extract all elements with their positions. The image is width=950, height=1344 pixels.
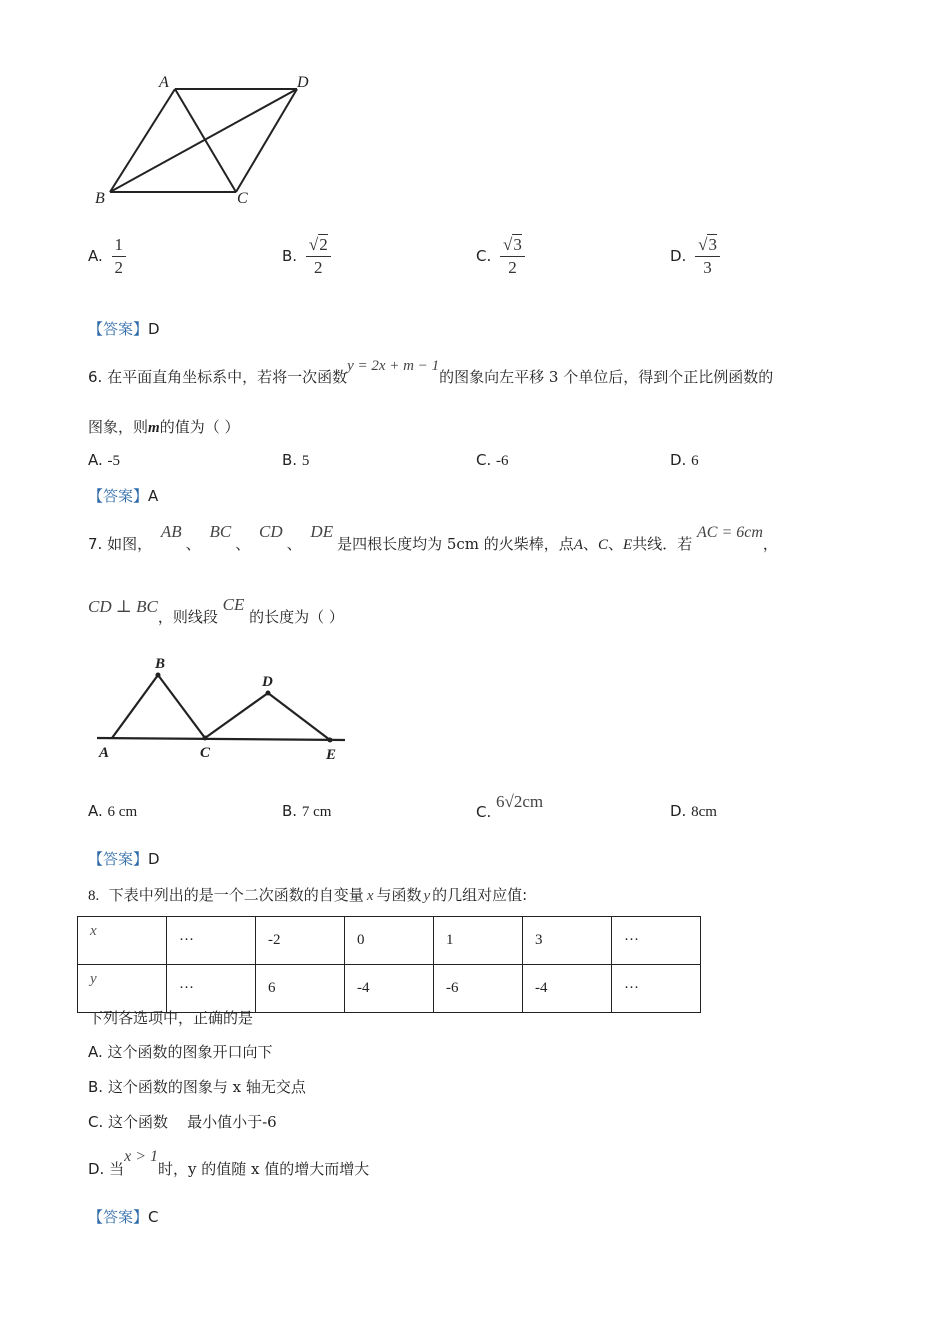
q8-option-d[interactable]: D. 当x > 1时，y 的值随 x 值的增大而增大 — [88, 1148, 370, 1178]
q8-prompt: 下列各选项中，正确的是 — [88, 1009, 254, 1027]
table-row — [78, 917, 701, 965]
table-cell: ··· — [612, 965, 701, 1013]
q7-option-b[interactable]: B. 7 cm — [282, 802, 332, 820]
rhombus-label-a: A — [159, 74, 169, 91]
q5-option-c[interactable]: C. $\frac{√3}{2}$ — [476, 236, 525, 277]
table-cell: 0 — [345, 917, 434, 965]
rhombus-label-c: C — [237, 190, 248, 207]
table-cell: -4 — [523, 965, 612, 1013]
table-cell: ··· — [167, 917, 256, 965]
q6-answer: 【答案】A — [88, 487, 159, 505]
table-cell: 6 — [256, 965, 345, 1013]
fraction: $\frac{√3}{2}$ — [500, 236, 525, 277]
q7-answer: 【答案】D — [88, 850, 160, 868]
q6-option-b[interactable]: B. 5 — [282, 451, 310, 469]
q5-answer: 【答案】D — [88, 320, 160, 338]
rhombus-figure — [85, 65, 325, 215]
rhombus-label-b: B — [95, 190, 105, 207]
q7-stem-line1: 7. 如图， AB、 BC、 CD、 DE是四根长度均为 5cm 的火柴棒，点A、C、E共线．若 AC = 6cm， — [88, 522, 778, 553]
fraction: $\frac{√3}{3}$ — [695, 236, 720, 277]
table-cell: -4 — [345, 965, 434, 1013]
table-cell: x — [78, 917, 167, 965]
rhombus-label-d: D — [297, 74, 309, 91]
matchstick-figure — [90, 650, 355, 765]
fig-label-c: C — [200, 745, 211, 761]
q6-stem-line2: 图象，则m的值为（ ） — [88, 418, 240, 436]
fraction: $\frac{1}{2}$ — [112, 236, 127, 277]
fig-label-b: B — [155, 656, 166, 672]
table-cell: 1 — [434, 917, 523, 965]
fig-label-e: E — [326, 747, 337, 763]
q7-option-c[interactable]: C. 6√2cm — [476, 792, 544, 821]
q6-option-d[interactable]: D. 6 — [670, 451, 699, 469]
table-cell: -6 — [434, 965, 523, 1013]
table-cell: -2 — [256, 917, 345, 965]
fig-label-d: D — [262, 674, 273, 690]
q6-option-c[interactable]: C. -6 — [476, 451, 509, 469]
q7-stem-line2: CD ⊥ BC，则线段 CE 的长度为（ ） — [88, 595, 344, 626]
q8-answer: 【答案】C — [88, 1208, 159, 1226]
table-cell: y — [78, 965, 167, 1013]
q5-option-a[interactable]: A. $\frac{1}{2}$ — [88, 236, 126, 277]
q7-option-a[interactable]: A. 6 cm — [88, 802, 138, 820]
q8-option-b[interactable]: B. 这个函数的图象与 x 轴无交点 — [88, 1078, 306, 1096]
table-cell: ··· — [612, 917, 701, 965]
table-cell: 3 — [523, 917, 612, 965]
table-row — [78, 965, 701, 1013]
q8-option-c[interactable]: C. 这个函数 最小值小于-6 — [88, 1113, 277, 1131]
value-table — [77, 916, 701, 1013]
q6-option-a[interactable]: A. -5 — [88, 451, 121, 469]
fraction: $\frac{√2}{2}$ — [306, 236, 331, 277]
fig-label-a: A — [99, 745, 110, 761]
q7-option-d[interactable]: D. 8cm — [670, 802, 717, 820]
q8-stem: 8. 下表中列出的是一个二次函数的自变量 x 与函数 y 的几组对应值: — [88, 886, 528, 904]
table-cell: ··· — [167, 965, 256, 1013]
q5-option-b[interactable]: B. $\frac{√2}{2}$ — [282, 236, 331, 277]
q5-option-d[interactable]: D. $\frac{√3}{3}$ — [670, 236, 720, 277]
q6-formula: y = 2x + m − 1 — [347, 358, 440, 374]
q8-option-a[interactable]: A. 这个函数的图象开口向下 — [88, 1043, 273, 1061]
q6-stem-line1: 6. 在平面直角坐标系中，若将一次函数y = 2x + m − 1的图象向左平移 3 个单位后，得到个正比例函数的 — [88, 358, 774, 386]
